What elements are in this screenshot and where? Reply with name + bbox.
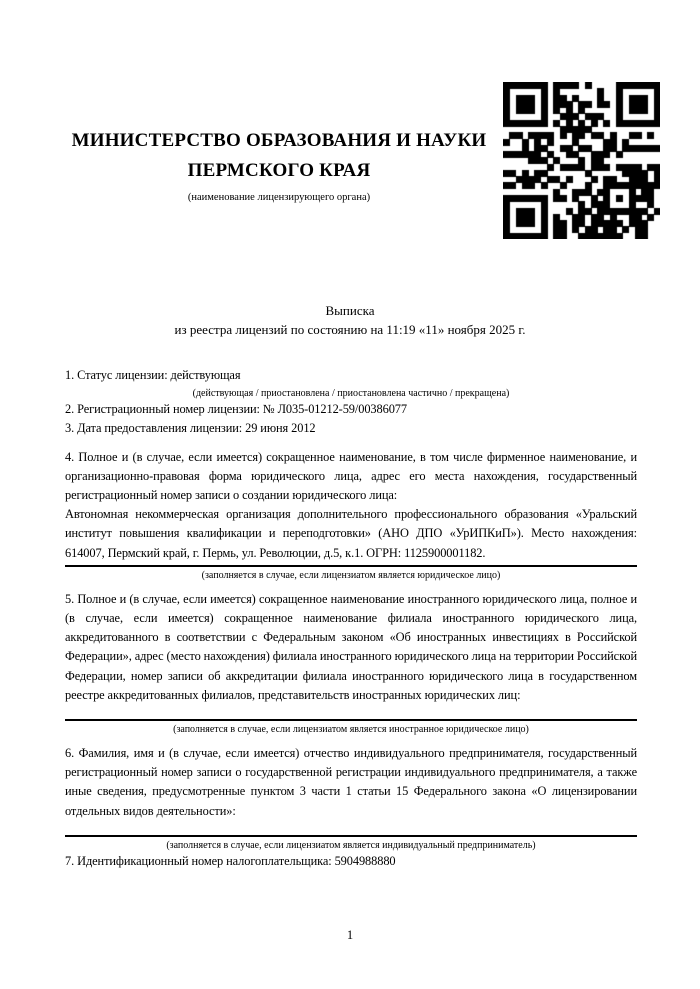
page-number: 1 [346,928,354,942]
field-license-status-caption: (действующая / приостановлена / приостановлена частично / прекращена) [192,388,510,400]
fill-line-foreign-entity [65,719,637,721]
section-individual-entrepreneur [65,744,637,852]
fill-line-individual-entrepreneur [65,835,637,837]
authority-name-line2: ПЕРМСКОГО КРАЯ [187,160,371,181]
authority-name-caption: (наименование лицензирующего органа) [187,192,371,203]
licensing-authority-header [63,126,495,204]
field-foreign-entity-question: 5. Полное и (в случае, если имеется) сокращенное наименование иностранного юридического лица, полное и (в случае, если имеется) сокращенное наименование филиала иностранного юридического лица, аккредитованного в соответствии с Федеральным законом «Об иностранных инвестициях в Российской Федерации», адрес (место нахождения) филиала иностранного юридического лица на территории Российской Федерации, номер записи об аккредитации филиала иностранного юридического лица в государственном реестре аккредитованных филиалов, представительств иностранных юридических лиц: [65,591,637,702]
section-individual-entrepreneur-caption: (заполняется в случае, если лицензиатом является индивидуальный предприниматель) [166,839,536,851]
section-foreign-entity [65,590,637,736]
document-title [0,301,700,339]
authority-name-line1: МИНИСТЕРСТВО ОБРАЗОВАНИЯ И НАУКИ [71,130,487,151]
field-grant-date: 3. Дата предоставления лицензии: 29 июня 2012 [65,421,316,436]
section-legal-entity-caption: (заполняется в случае, если лицензиатом является юридическое лицо) [201,569,501,581]
field-individual-entrepreneur-question: 6. Фамилия, имя и (в случае, если имеется) отчество индивидуального предпринимателя, государственный регистрационный номер записи о государственной регистрации индивидуального предпринимателя, а также иные сведения, предусмотренные пунктом 3 части 1 статьи 15 Федерального закона «О лицензировании отдельных видов деятельности»: [65,746,637,818]
section-legal-entity [65,448,637,582]
fill-line-legal-entity [65,565,637,567]
document-body [65,366,637,871]
qr-code [503,82,660,239]
field-legal-entity-question: 4. Полное и (в случае, если имеется) сокращенное наименование, в том числе фирменное наименование, и организационно-правовая форма юридического лица, адрес его места нахождения, государственный регистрационный номер записи о создании юридического лица: [65,449,637,503]
field-license-status: 1. Статус лицензии: действующая [65,368,241,382]
field-registration-number: 2. Регистрационный номер лицензии: № Л035-01212-59/00386077 [65,402,407,417]
section-foreign-entity-caption: (заполняется в случае, если лицензиатом является иностранное юридическое лицо) [173,724,529,736]
field-taxpayer-number: 7. Идентификационный номер налогоплательщика: 5904988880 [65,853,396,868]
document-title-line2: из реестра лицензий по состоянию на 11:19 «11» ноября 2025 г. [174,322,526,337]
document-title-line1: Выписка [325,303,375,318]
field-legal-entity-answer: Автономная некоммерческая организация дополнительного профессионального образования «Уральский институт повышения квалификации и переподготовки» (АНО ДПО «УрИПКиП»). Место нахождения: 614007, Пермский край, г. Пермь, ул. Революции, д.5, к.1. ОГРН: 1125900001182. [65,507,637,560]
